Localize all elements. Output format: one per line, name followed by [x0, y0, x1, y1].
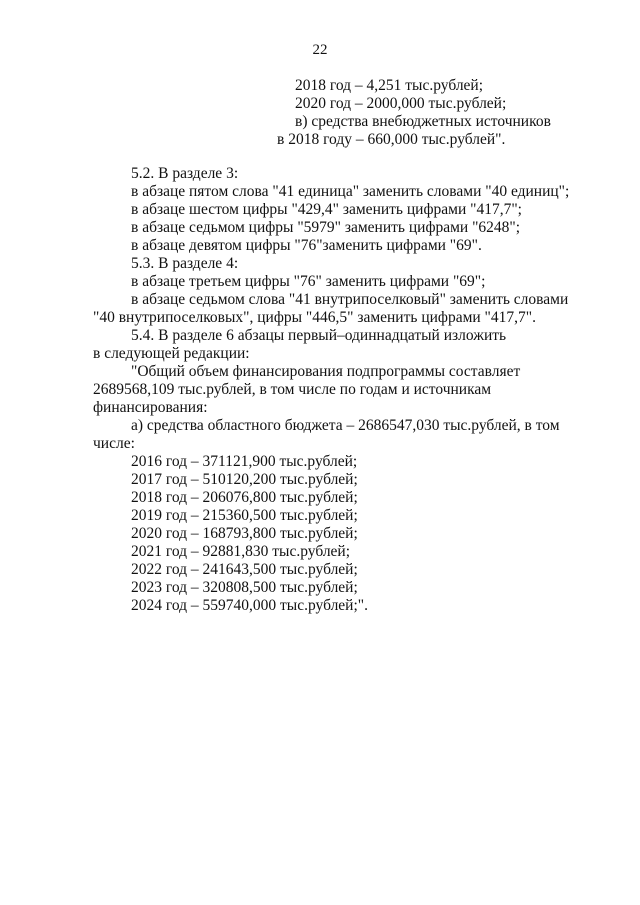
text-line: 2018 год – 4,251 тыс.рублей;	[295, 77, 484, 94]
year-line: 2017 год – 510120,200 тыс.рублей;	[131, 471, 358, 488]
page-number: 22	[312, 42, 328, 58]
text-line: "Общий объем финансирования подпрограммы составляет	[131, 363, 521, 380]
text-line: финансирования:	[93, 399, 208, 416]
section-heading: 5.4. В разделе 6 абзацы первый–одиннадцатый изложить	[131, 327, 507, 344]
section-heading: 5.3. В разделе 4:	[131, 255, 239, 272]
text-line: 2689568,109 тыс.рублей, в том числе по годам и источникам	[93, 381, 492, 398]
section-heading: 5.2. В разделе 3:	[131, 165, 239, 182]
year-line: 2019 год – 215360,500 тыс.рублей;	[131, 507, 358, 524]
year-line: 2022 год – 241643,500 тыс.рублей;	[131, 561, 358, 578]
text-line: в абзаце девятом цифры "76"заменить цифрами "69".	[131, 237, 482, 254]
text-line: 2020 год – 2000,000 тыс.рублей;	[295, 95, 507, 112]
text-line: в) средства внебюджетных источников	[295, 113, 551, 130]
text-line: числе:	[93, 435, 135, 452]
year-line: 2023 год – 320808,500 тыс.рублей;	[131, 579, 358, 596]
year-line: 2024 год – 559740,000 тыс.рублей;".	[131, 597, 368, 614]
text-line: в абзаце седьмом слова "41 внутрипоселковый" заменить словами	[131, 291, 569, 308]
year-line: 2021 год – 92881,830 тыс.рублей;	[131, 543, 351, 560]
text-line: в абзаце седьмом цифры "5979" заменить цифрами "6248";	[131, 219, 521, 236]
year-line: 2020 год – 168793,800 тыс.рублей;	[131, 525, 358, 542]
text-line: в абзаце шестом цифры "429,4" заменить цифрами "417,7";	[131, 201, 522, 218]
text-line: в абзаце третьем цифры "76" заменить цифрами "69";	[131, 273, 486, 290]
text-line: в абзаце пятом слова "41 единица" заменить словами "40 единиц";	[131, 183, 570, 200]
text-line: в 2018 году – 660,000 тыс.рублей".	[277, 131, 506, 148]
text-line: в следующей редакции:	[93, 345, 250, 362]
year-line: 2016 год – 371121,900 тыс.рублей;	[131, 453, 358, 470]
text-line: а) средства областного бюджета – 2686547,030 тыс.рублей, в том	[131, 417, 560, 434]
year-line: 2018 год – 206076,800 тыс.рублей;	[131, 489, 358, 506]
text-line: "40 внутрипоселковых", цифры "446,5" заменить цифрами "417,7".	[93, 309, 536, 326]
